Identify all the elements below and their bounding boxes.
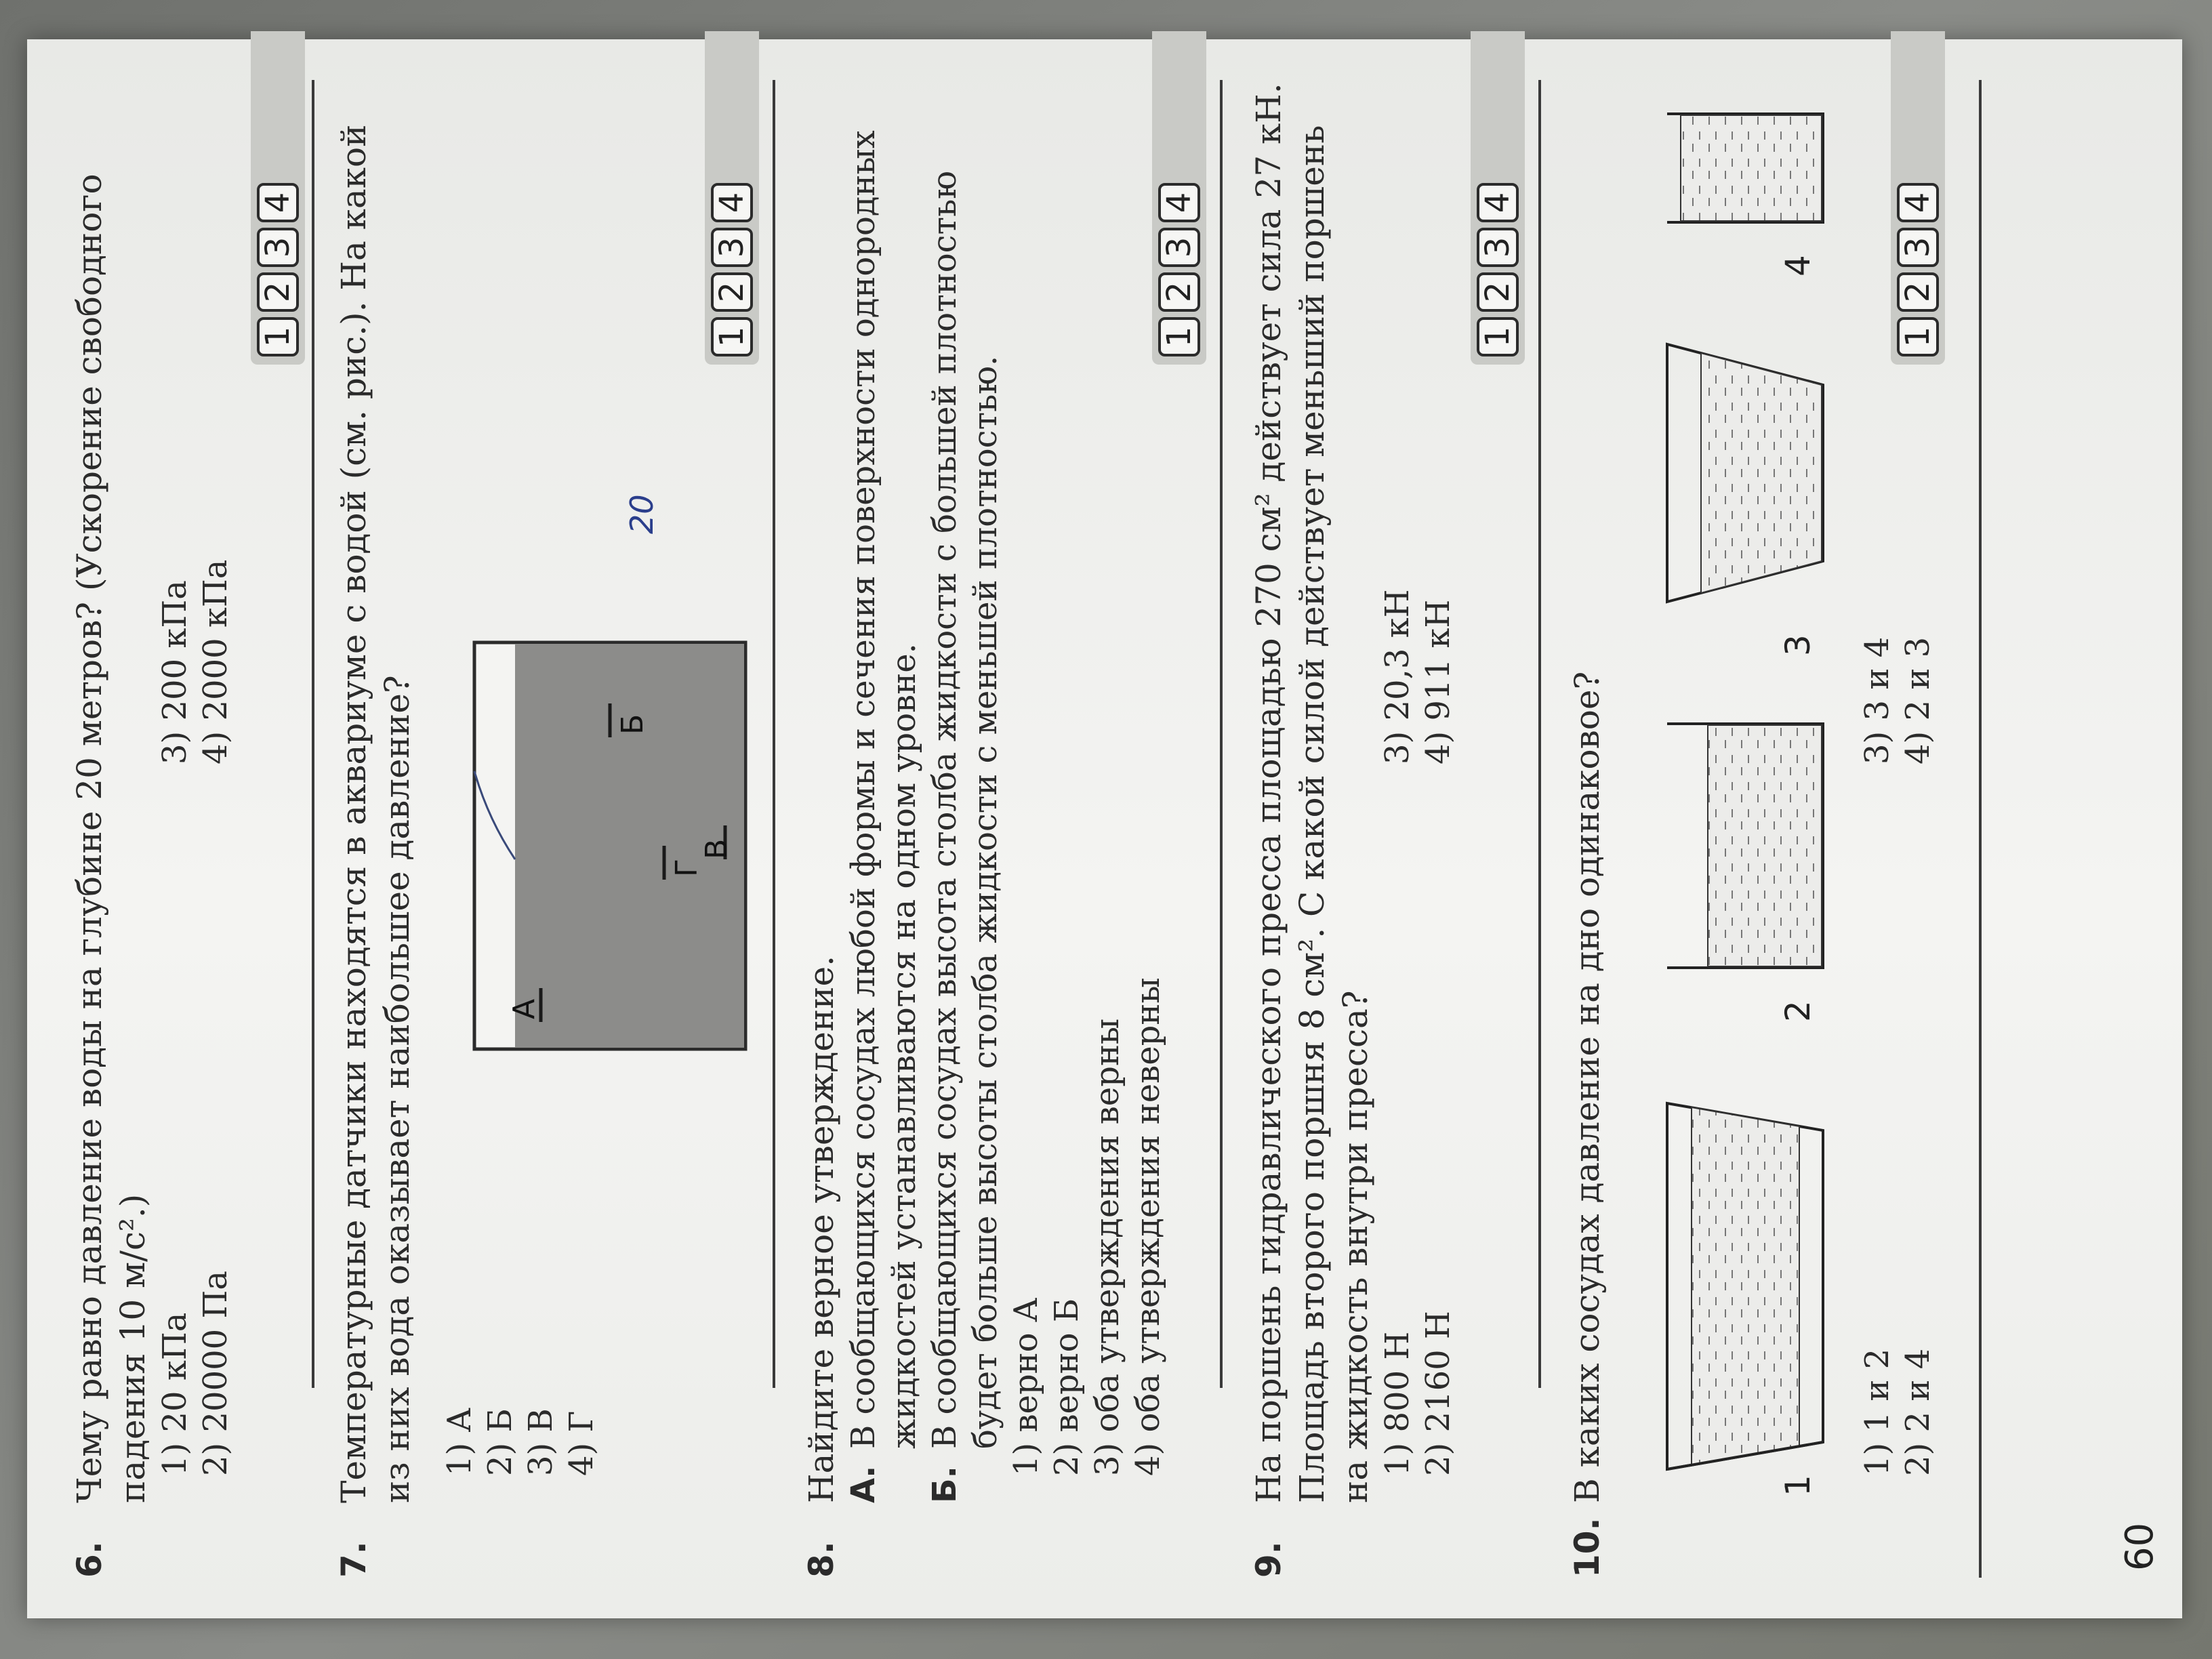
score-cell-2[interactable]: 2 bbox=[257, 272, 299, 312]
sensor-g-label: Г bbox=[670, 859, 704, 877]
option-3[interactable]: 3) 20,3 кН bbox=[1378, 589, 1416, 764]
score-box-10 bbox=[1891, 31, 1945, 365]
vessel-2 bbox=[1667, 724, 1823, 1022]
option-3[interactable]: 3) 3 и 4 bbox=[1858, 636, 1896, 764]
question-10 bbox=[1565, 80, 1609, 1578]
option-2[interactable]: 2) Б bbox=[481, 1408, 519, 1476]
vessel-3 bbox=[1667, 344, 1823, 656]
divider bbox=[773, 80, 775, 1388]
vessel-3-label: 3 bbox=[1778, 634, 1818, 656]
option-1[interactable]: 1) 800 Н bbox=[1378, 1331, 1416, 1476]
question-text: В каких сосудах давление на дно одинаковое? bbox=[1568, 671, 1607, 1503]
score-cell-4[interactable]: 4 bbox=[711, 183, 753, 222]
vessel-4-label: 4 bbox=[1778, 255, 1818, 276]
option-3[interactable]: 3) оба утверждения верны bbox=[1088, 1018, 1126, 1476]
option-4[interactable]: 4) 2 и 3 bbox=[1899, 636, 1937, 764]
score-cell-2[interactable]: 2 bbox=[711, 272, 753, 312]
option-1[interactable]: 1) 20 кПа bbox=[156, 1312, 194, 1476]
question-6 bbox=[68, 80, 243, 1578]
option-2[interactable]: 2) верно Б bbox=[1048, 1298, 1086, 1476]
options-right-column bbox=[155, 560, 236, 764]
score-cell-4[interactable]: 4 bbox=[1158, 183, 1200, 222]
options bbox=[1377, 80, 1465, 1476]
option-2[interactable]: 2) 2 и 4 bbox=[1899, 1348, 1937, 1476]
sensor-a-label: А bbox=[507, 998, 541, 1019]
handwritten-note: 20 bbox=[623, 494, 660, 534]
score-cell-1[interactable]: 1 bbox=[1158, 317, 1200, 356]
vessel-1 bbox=[1667, 1103, 1823, 1496]
score-cell-2[interactable]: 2 bbox=[1477, 272, 1519, 312]
question-text: Температурные датчики находятся в аквариуме с водой (см. рис.). На какой из них вода оказывает наибольшее давление? bbox=[334, 124, 417, 1503]
question-number: 9. bbox=[1249, 1541, 1288, 1578]
option-1[interactable]: 1) 1 и 2 bbox=[1858, 1348, 1896, 1476]
sensor-v-label: В bbox=[699, 838, 734, 859]
question-text: Найдите верное утверждение. bbox=[802, 956, 841, 1503]
statement-b-label: Б. bbox=[926, 1466, 964, 1503]
vessel-2-label: 2 bbox=[1778, 1000, 1818, 1022]
options-right-column bbox=[1377, 589, 1458, 764]
score-cell-1[interactable]: 1 bbox=[257, 317, 299, 356]
aquarium-figure bbox=[461, 629, 759, 1063]
vessels-figure bbox=[1640, 46, 1830, 1510]
question-text: Чему равно давление воды на глубине 20 метров? (Ускорение свободного падения 10 м/с².) bbox=[70, 173, 152, 1503]
option-3[interactable]: 3) В bbox=[522, 1408, 560, 1476]
question-number: 8. bbox=[802, 1541, 841, 1578]
score-cell-3[interactable]: 3 bbox=[1158, 228, 1200, 267]
divider bbox=[312, 80, 314, 1388]
score-cell-1[interactable]: 1 bbox=[1477, 317, 1519, 356]
question-8 bbox=[800, 80, 1168, 1578]
score-cell-4[interactable]: 4 bbox=[1477, 183, 1519, 222]
score-cell-2[interactable]: 2 bbox=[1897, 272, 1939, 312]
score-cell-3[interactable]: 3 bbox=[257, 228, 299, 267]
score-cell-4[interactable]: 4 bbox=[1897, 183, 1939, 222]
statement-b-text: В сообщающихся сосудах высота столба жидкости с большей плотностью будет больше высоты столба жидкости с меньшей плотностью. bbox=[926, 170, 1004, 1449]
textbook-page bbox=[27, 39, 2182, 1618]
question-text: На поршень гидравлического пресса площадью 270 см² действует сила 27 кН. Площадь второго поршня 8 см². С какой силой действует меньший поршень на жидкость внутри пресса? bbox=[1249, 83, 1375, 1503]
question-number: 7. bbox=[334, 1541, 373, 1578]
option-3[interactable]: 3) 200 кПа bbox=[156, 580, 194, 764]
statement-a-text: В сообщающихся сосудах любой формы и сечения поверхности однородных жидкостей устанавливаются на одном уровне. bbox=[844, 130, 923, 1449]
score-cell-3[interactable]: 3 bbox=[1477, 228, 1519, 267]
option-4[interactable]: 4) оба утверждения неверны bbox=[1129, 977, 1167, 1476]
divider bbox=[1220, 80, 1223, 1388]
question-number: 10. bbox=[1568, 1517, 1607, 1578]
statement-a-label: А. bbox=[844, 1465, 882, 1503]
option-4[interactable]: 4) 2000 кПа bbox=[197, 559, 234, 764]
option-4[interactable]: 4) Г bbox=[562, 1410, 600, 1476]
statement-b bbox=[924, 80, 1006, 1503]
question-number: 6. bbox=[70, 1541, 109, 1578]
option-1[interactable]: 1) верно А bbox=[1007, 1297, 1045, 1476]
vessel-4 bbox=[1667, 114, 1823, 276]
score-cell-1[interactable]: 1 bbox=[711, 317, 753, 356]
page-number: 60 bbox=[2118, 1522, 2162, 1571]
bottom-divider bbox=[1979, 80, 1982, 1578]
option-1[interactable]: 1) А bbox=[441, 1408, 478, 1476]
statement-a bbox=[843, 80, 924, 1503]
options-right-column bbox=[1857, 637, 1938, 764]
divider bbox=[1538, 80, 1541, 1388]
sensor-b-label: Б bbox=[615, 714, 650, 735]
score-cell-3[interactable]: 3 bbox=[711, 228, 753, 267]
option-4[interactable]: 4) 911 кН bbox=[1419, 599, 1457, 764]
score-cell-4[interactable]: 4 bbox=[257, 183, 299, 222]
score-box-6 bbox=[251, 31, 305, 365]
vessel-1-label: 1 bbox=[1778, 1475, 1818, 1496]
score-cell-2[interactable]: 2 bbox=[1158, 272, 1200, 312]
question-9 bbox=[1247, 80, 1465, 1578]
score-cell-3[interactable]: 3 bbox=[1897, 228, 1939, 267]
score-box-9 bbox=[1471, 31, 1525, 365]
score-box-8 bbox=[1152, 31, 1206, 365]
score-box-7 bbox=[705, 31, 759, 365]
options bbox=[1006, 80, 1168, 1476]
option-2[interactable]: 2) 2160 Н bbox=[1419, 1311, 1457, 1476]
score-cell-1[interactable]: 1 bbox=[1897, 317, 1939, 356]
options bbox=[155, 80, 243, 1476]
option-2[interactable]: 2) 20000 Па bbox=[197, 1271, 234, 1476]
